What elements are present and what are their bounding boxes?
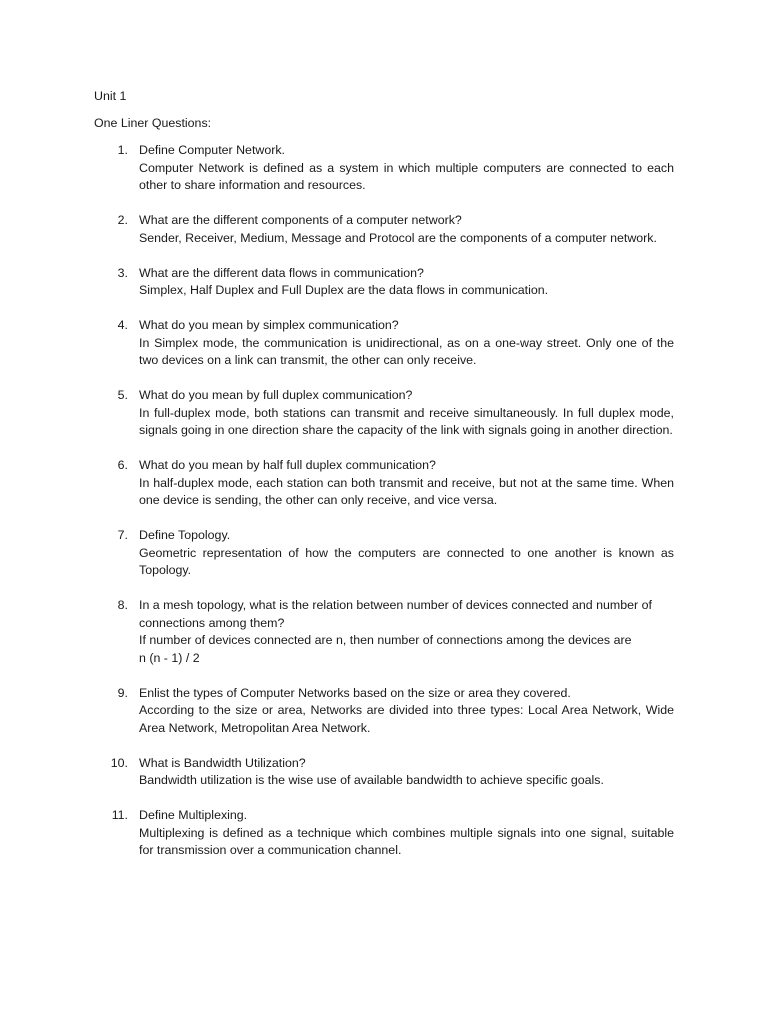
answer-text: In Simplex mode, the communication is unidirectional, as on a one-way street. Only one of the two devices on a link can transmit, the other can only receive. [139,335,674,367]
answer-text: Bandwidth utilization is the wise use of available bandwidth to achieve specific goals. [139,773,604,787]
question-item [94,457,674,510]
question-number: 9. [117,685,128,700]
question-item [94,527,674,580]
answer-text: n (n - 1) / 2 [139,650,200,665]
question-item [94,142,674,195]
question-number: 11. [111,808,128,822]
question-item [94,597,674,667]
question-text: What are the different data flows in communication? [139,265,424,280]
question-number: 3. [117,265,128,280]
question-text: What do you mean by half full duplex communication? [139,458,436,472]
question-item [94,387,674,440]
answer-text: Multiplexing is defined as a technique which combines multiple signals into one signal, suitable for transmission over a communication channel. [139,825,674,857]
question-text: What is Bandwidth Utilization? [139,755,306,770]
question-item [94,807,674,860]
question-item [94,265,674,300]
answer-text: If number of devices connected are n, then number of connections among the devices are [139,633,632,647]
unit-heading: Unit 1 [94,89,127,103]
question-number: 2. [117,213,128,227]
answer-text: In half-duplex mode, each station can both transmit and receive, but not at the same time. When one device is sending, the other can only receive, and vice versa. [139,475,674,507]
question-text: Define Topology. [139,528,231,542]
question-number: 7. [117,528,128,542]
question-number: 10. [110,755,128,770]
section-subtitle: One Liner Questions: [94,116,212,130]
question-item [94,685,674,738]
question-text: Enlist the types of Computer Networks based on the size or area they covered. [139,685,571,700]
question-number: 8. [117,598,128,612]
question-number: 4. [117,318,128,332]
answer-text: In full-duplex mode, both stations can transmit and receive simultaneously. In full duplex mode, signals going in one direction share the capacity of the link with signals going in another direction. [139,405,674,437]
question-text: In a mesh topology, what is the relation between number of devices connected and number of connections among them? [139,598,652,630]
answer-text: According to the size or area, Networks are divided into three types: Local Area Network, Wide Area Network, Metropolitan Area Network. [139,703,674,735]
answer-text: Simplex, Half Duplex and Full Duplex are the data flows in communication. [139,283,549,297]
question-text: What are the different components of a computer network? [139,213,462,227]
question-number: 5. [117,388,128,402]
question-item [94,317,674,370]
question-item [94,212,674,247]
question-text: What do you mean by simplex communication? [139,318,399,332]
question-item [94,755,674,790]
answer-text: Sender, Receiver, Medium, Message and Protocol are the components of a computer network. [139,230,657,245]
question-number: 1. [117,143,128,157]
answer-text: Computer Network is defined as a system in which multiple computers are connected to each other to share information and resources. [139,160,674,192]
question-text: Define Multiplexing. [139,808,248,822]
question-list [94,142,674,877]
question-text: What do you mean by full duplex communication? [139,388,413,402]
question-text: Define Computer Network. [139,143,285,157]
question-number: 6. [117,458,128,472]
answer-text: Geometric representation of how the computers are connected to one another is known as Topology. [139,545,674,577]
